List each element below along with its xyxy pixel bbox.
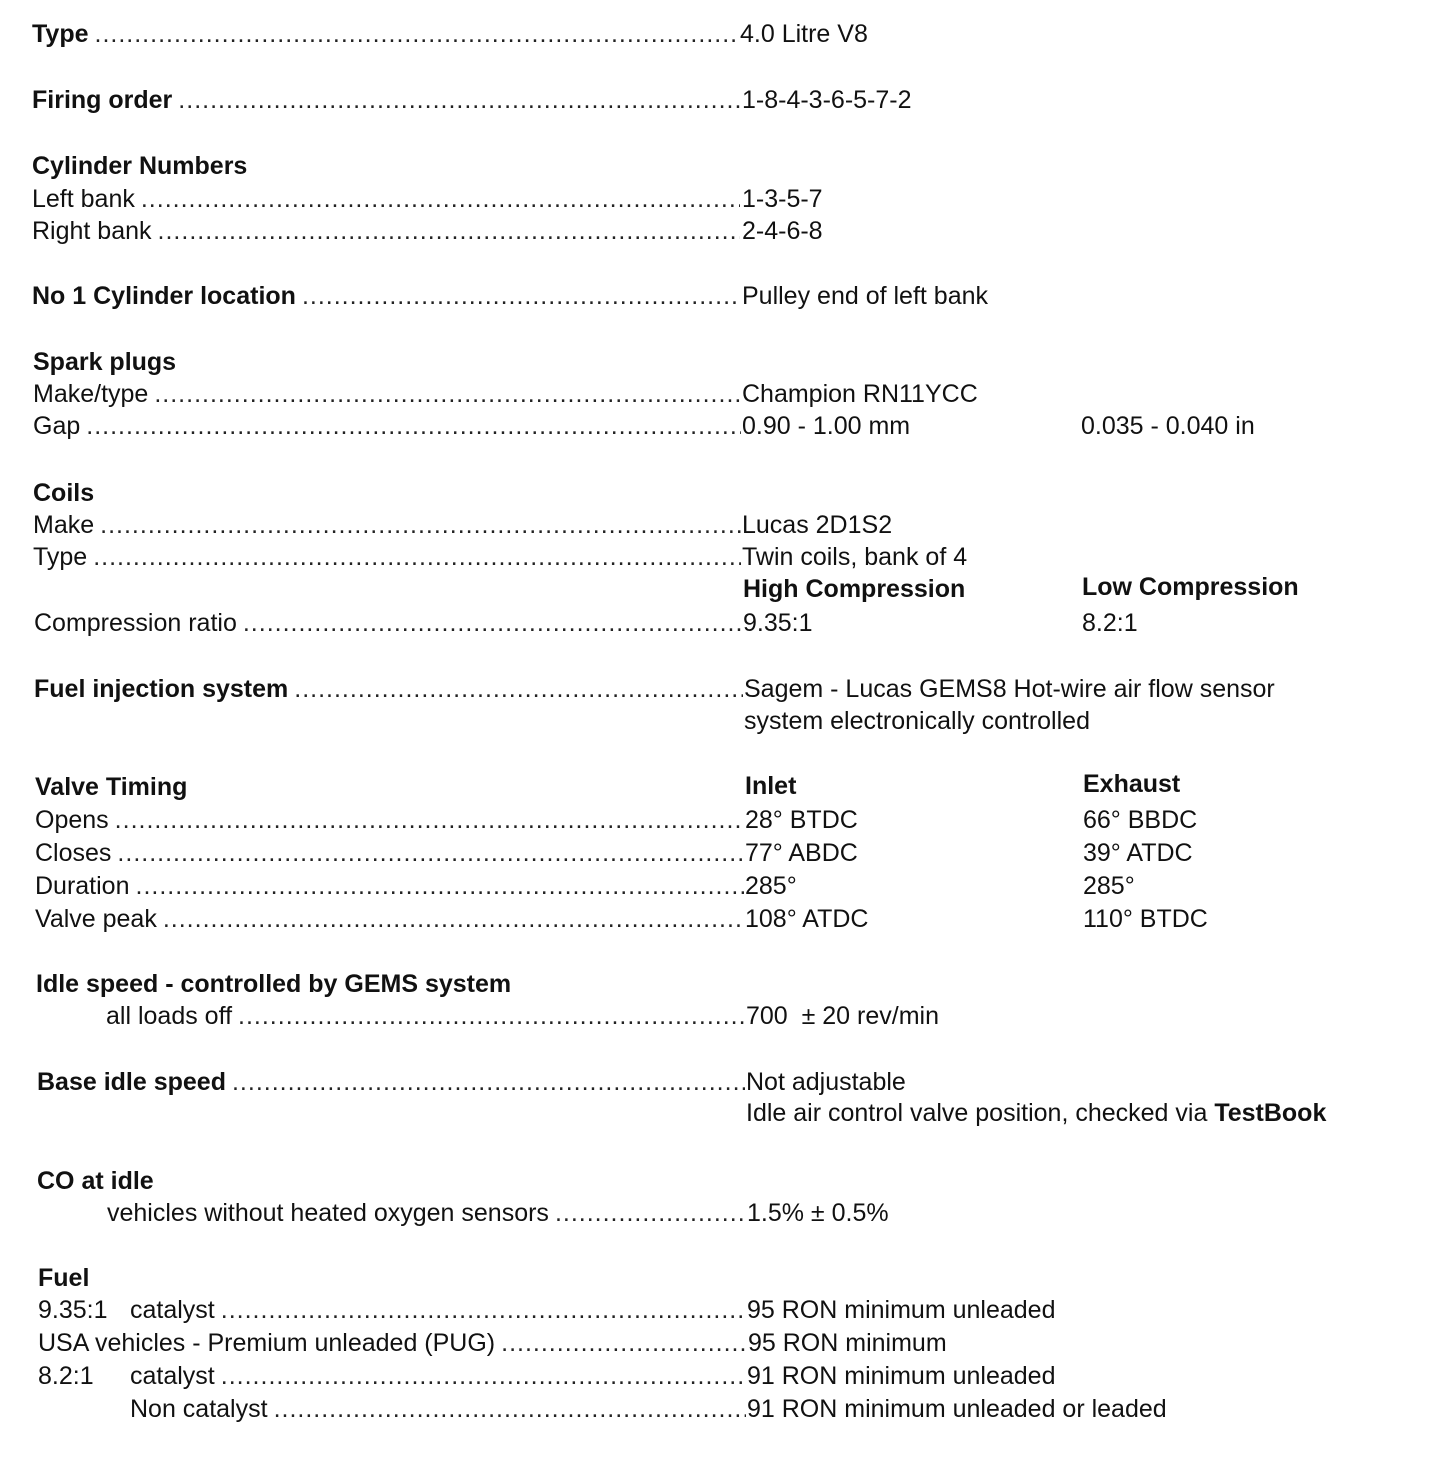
section-heading-cylinder-numbers: Cylinder Numbers xyxy=(32,152,248,180)
dot-leader xyxy=(178,84,740,116)
spec-value: 91 RON minimum unleaded xyxy=(747,1362,1056,1390)
dot-leader xyxy=(221,1294,746,1326)
spec-value: Twin coils, bank of 4 xyxy=(742,543,968,571)
dot-leader xyxy=(163,903,744,935)
spec-value-inlet: 285° xyxy=(745,872,797,900)
dot-leader xyxy=(136,870,745,902)
dot-leader xyxy=(243,607,742,639)
spec-value: 0.90 - 1.00 mm xyxy=(742,412,911,440)
spec-label: Closes xyxy=(35,839,112,867)
dot-leader xyxy=(221,1360,746,1392)
spec-row-make-type xyxy=(33,378,1413,410)
spec-label: Type xyxy=(33,543,88,571)
spec-value: 2-4-6-8 xyxy=(742,217,823,245)
spec-row-right-bank xyxy=(32,215,1412,247)
spec-label: catalyst xyxy=(130,1362,215,1390)
dot-leader xyxy=(100,509,741,541)
spec-label: Left bank xyxy=(32,185,135,213)
spec-row-firing-order xyxy=(32,84,1412,116)
spec-label: Make xyxy=(33,511,95,539)
dot-leader xyxy=(115,804,744,836)
spec-value-exhaust: 110° BTDC xyxy=(1083,905,1208,933)
fuel-row xyxy=(38,1393,1418,1425)
dot-leader xyxy=(232,1066,745,1098)
spec-label: all loads off xyxy=(106,1002,233,1030)
spec-value: Sagem - Lucas GEMS8 Hot-wire air flow sensor xyxy=(744,675,1275,703)
fuel-ratio: 8.2:1 xyxy=(38,1362,94,1390)
dot-leader xyxy=(95,18,741,50)
section-heading-co-at-idle: CO at idle xyxy=(37,1167,154,1195)
column-heading-high-compression: High Compression xyxy=(743,575,966,603)
spec-label: Right bank xyxy=(32,217,152,245)
spec-value-high: 9.35:1 xyxy=(743,609,813,637)
dot-leader xyxy=(302,280,740,312)
spec-row-fuel-injection xyxy=(34,673,1414,705)
section-heading-coils: Coils xyxy=(33,479,95,507)
spec-value: 1-8-4-3-6-5-7-2 xyxy=(742,86,912,114)
spec-row-compression-ratio xyxy=(34,607,1414,639)
valve-timing-row xyxy=(35,903,1415,935)
spec-value: 1-3-5-7 xyxy=(742,185,823,213)
spec-value: 95 RON minimum xyxy=(748,1329,947,1357)
section-heading-idle-speed: Idle speed - controlled by GEMS system xyxy=(36,970,512,998)
dot-leader xyxy=(141,183,740,215)
spec-label: Compression ratio xyxy=(34,609,237,637)
value-text: Idle air control valve position, checked via xyxy=(746,1099,1215,1127)
dot-leader xyxy=(154,378,741,410)
spec-label: Firing order xyxy=(32,86,173,114)
spec-label: vehicles without heated oxygen sensors xyxy=(107,1199,549,1227)
spec-label: USA vehicles - Premium unleaded (PUG) xyxy=(38,1329,496,1357)
spec-label: Make/type xyxy=(33,380,149,408)
testbook-name: TestBook xyxy=(1214,1099,1327,1127)
spec-row-coil-make xyxy=(33,509,1413,541)
spec-label: No 1 Cylinder location xyxy=(32,282,296,310)
column-heading-inlet: Inlet xyxy=(745,772,797,800)
section-heading-fuel: Fuel xyxy=(38,1264,90,1292)
fuel-row xyxy=(38,1294,1418,1326)
spec-label: catalyst xyxy=(130,1296,215,1324)
spec-label: Opens xyxy=(35,806,109,834)
section-heading-spark-plugs: Spark plugs xyxy=(33,348,177,376)
valve-timing-row xyxy=(35,837,1415,869)
dot-leader xyxy=(238,1000,745,1032)
spec-value-exhaust: 39° ATDC xyxy=(1083,839,1193,867)
spec-row-idle-all-loads-off xyxy=(106,1000,1406,1032)
spec-row-co-without-sensors xyxy=(107,1197,1407,1229)
fuel-row xyxy=(38,1360,1418,1392)
spec-value: 95 RON minimum unleaded xyxy=(747,1296,1056,1324)
spec-value: Pulley end of left bank xyxy=(742,282,988,310)
spec-value: Lucas 2D1S2 xyxy=(742,511,893,539)
dot-leader xyxy=(117,837,744,869)
spec-label: Gap xyxy=(33,412,81,440)
valve-timing-row xyxy=(35,804,1415,836)
spec-row-gap xyxy=(33,410,1413,442)
section-heading-valve-timing: Valve Timing xyxy=(35,773,188,801)
spec-label: Base idle speed xyxy=(37,1068,226,1096)
spec-label: Type xyxy=(32,20,89,48)
spec-value: 700 ± 20 rev/min xyxy=(746,1002,939,1030)
spec-row-no1-cylinder xyxy=(32,280,1412,312)
fuel-row xyxy=(38,1327,1418,1359)
spec-value: 91 RON minimum unleaded or leaded xyxy=(747,1395,1167,1423)
spec-value-inlet: 77° ABDC xyxy=(745,839,858,867)
fuel-ratio: 9.35:1 xyxy=(38,1296,108,1324)
spec-row-coil-type xyxy=(33,541,1413,573)
spec-value-exhaust: 285° xyxy=(1083,872,1135,900)
dot-leader xyxy=(555,1197,745,1229)
spec-value-continued: system electronically controlled xyxy=(744,707,1090,735)
spec-value: Not adjustable xyxy=(746,1068,906,1096)
spec-value-imperial: 0.035 - 0.040 in xyxy=(1081,412,1255,440)
spec-value: Champion RN11YCC xyxy=(742,380,978,408)
spec-row-base-idle xyxy=(37,1066,1417,1098)
dot-leader xyxy=(294,673,743,705)
column-heading-exhaust: Exhaust xyxy=(1083,770,1181,798)
valve-timing-row xyxy=(35,870,1415,902)
spec-value: 1.5% ± 0.5% xyxy=(747,1199,889,1227)
spec-label: Valve peak xyxy=(35,905,157,933)
column-heading-low-compression: Low Compression xyxy=(1082,573,1299,601)
spec-value-inlet: 108° ATDC xyxy=(745,905,869,933)
spec-label: Non catalyst xyxy=(130,1395,268,1423)
spec-row-left-bank xyxy=(32,183,1412,215)
dot-leader xyxy=(93,541,741,573)
spec-row-type xyxy=(32,18,1412,50)
dot-leader xyxy=(501,1327,746,1359)
spec-label: Duration xyxy=(35,872,130,900)
spec-value-exhaust: 66° BBDC xyxy=(1083,806,1198,834)
spec-value-inlet: 28° BTDC xyxy=(745,806,858,834)
dot-leader xyxy=(274,1393,746,1425)
dot-leader xyxy=(86,410,741,442)
spec-label: Fuel injection system xyxy=(34,675,289,703)
spec-value-continued xyxy=(746,1097,1326,1129)
spec-value-low: 8.2:1 xyxy=(1082,609,1138,637)
dot-leader xyxy=(158,215,740,247)
spec-value: 4.0 Litre V8 xyxy=(740,20,868,48)
